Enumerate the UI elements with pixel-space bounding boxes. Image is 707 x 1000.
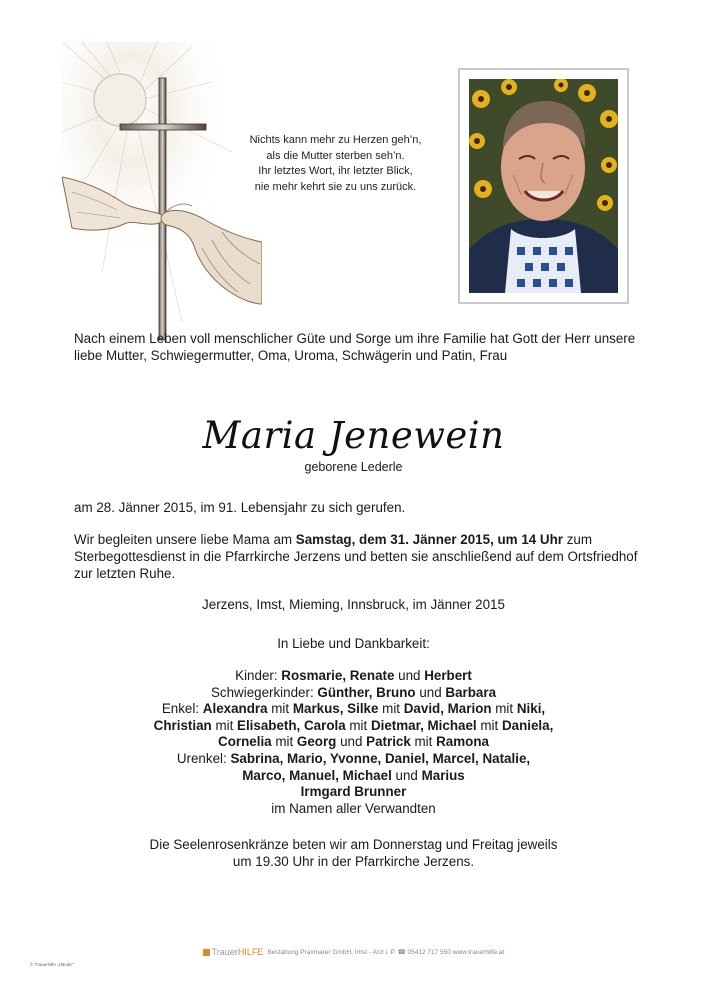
family-names: Markus, Silke [292, 701, 379, 717]
poem [228, 133, 443, 195]
family-label: Kinder: [235, 668, 282, 683]
family-names: Irmgard Brunner [300, 784, 407, 800]
family-grandchildren-3 [60, 734, 647, 751]
rosary-line: um 19.30 Uhr in der Pfarrkirche Jerzens. [232, 853, 475, 869]
family-names: Patrick [366, 734, 411, 750]
rosary-line: Die Seelenrosenkränze beten wir am Donnerstag und Freitag jeweils [149, 837, 558, 852]
family-conj: und [394, 668, 425, 683]
family-sister-in-law [60, 784, 647, 801]
copyright: © Trauerhilfe „Hände“ [30, 962, 74, 967]
family-names: Cornelia [218, 734, 272, 750]
family-conj: mit [491, 701, 517, 717]
family-names: Georg [296, 734, 337, 750]
family-great-grandchildren-1 [60, 751, 647, 768]
service-text [74, 531, 640, 582]
trauerhilfe-logo [203, 947, 268, 957]
passed-text: am 28. Jänner 2015, im 91. Lebensjahr zu sich gerufen. [74, 500, 406, 515]
footer-text: Bestattung Praxmarer GmbH, Imst - Arzl i. P. ☎ 05412 717 550 www.trauerhilfe.at [267, 949, 505, 956]
family-label: Urenkel: [176, 750, 231, 766]
service-after: zum Sterbegottesdienst in die Pfarrkirche Jerzens und betten sie anschließend auf dem Ortsfriedhof zur letzten Ruhe. [74, 532, 638, 581]
logo-text-2: HILFE [237, 947, 264, 957]
gratitude-heading: In Liebe und Dankbarkeit: [277, 636, 430, 651]
family-names: Niki, [516, 701, 546, 717]
family-conj: und [415, 684, 446, 700]
family-names: Marius [421, 767, 465, 783]
portrait-frame [458, 68, 629, 304]
family-children [60, 668, 647, 685]
maiden-name: geborene Lederle [304, 460, 403, 474]
family-names: Dietmar, Michael [370, 717, 477, 733]
family-conj: mit [476, 717, 502, 733]
family-names: Daniela, [501, 717, 554, 733]
footer [0, 947, 707, 957]
family-names: Rosmarie, Renate [281, 668, 395, 683]
family-names: Elisabeth, Carola [237, 717, 346, 733]
family-conj: mit [345, 717, 371, 733]
family-names: Ramona [436, 734, 489, 750]
family-names: David, Marion [403, 701, 492, 717]
portrait-image-icon [469, 79, 618, 293]
logo-text-1: Trauer [211, 947, 238, 957]
poem-line: Ihr letztes Wort, ihr letzter Blick, [258, 165, 413, 177]
family-conj: mit [267, 701, 293, 717]
family-conj: mit [271, 734, 297, 750]
family-children-in-law [60, 685, 647, 702]
family-names: Alexandra [202, 701, 268, 717]
service-date: Samstag, dem 31. Jänner 2015, um 14 Uhr [295, 532, 563, 547]
family-conj: mit [378, 701, 404, 717]
family-names: Marco, Manuel, Michael [242, 767, 392, 783]
logo-square-icon [203, 949, 210, 956]
portrait-photo [469, 79, 618, 293]
rosary-text [60, 837, 647, 870]
family-label: Enkel: [161, 701, 203, 717]
family-names: Günther, Bruno [317, 684, 416, 700]
family-names: Sabrina, Mario, Yvonne, Daniel, Marcel, Natalie, [230, 750, 531, 766]
family-conj: und [391, 767, 422, 783]
family-great-grandchildren-2 [60, 768, 647, 785]
family-names: Christian [153, 717, 212, 733]
family-conj: und [336, 734, 367, 750]
place-date: Jerzens, Imst, Mieming, Innsbruck, im Jänner 2015 [202, 597, 505, 612]
service-before: Wir begleiten unsere liebe Mama am [74, 532, 296, 547]
family-names: Barbara [445, 684, 497, 700]
family-relatives: im Namen aller Verwandten [271, 800, 436, 816]
poem-line: Nichts kann mehr zu Herzen geh’n, [249, 134, 422, 146]
family-grandchildren-2 [60, 718, 647, 735]
family-list [60, 668, 647, 817]
family-line [203, 701, 545, 716]
family-conj: mit [211, 717, 238, 733]
family-names: Herbert [424, 668, 472, 683]
family-label: Schwiegerkinder: [210, 684, 318, 700]
intro-text: Nach einem Leben voll menschlicher Güte und Sorge um ihre Familie hat Gott der Herr unsere liebe Mutter, Schwiegermutter, Oma, Uroma, Schwägerin und Patin, Frau [74, 331, 636, 363]
deceased-name: Maria Jenewein [202, 414, 505, 457]
poem-line: als die Mutter sterben seh’n. [266, 149, 405, 162]
family-conj: mit [410, 734, 437, 750]
poem-line: nie mehr kehrt sie zu uns zurück. [254, 180, 417, 193]
family-grandchildren-1 [60, 701, 647, 718]
